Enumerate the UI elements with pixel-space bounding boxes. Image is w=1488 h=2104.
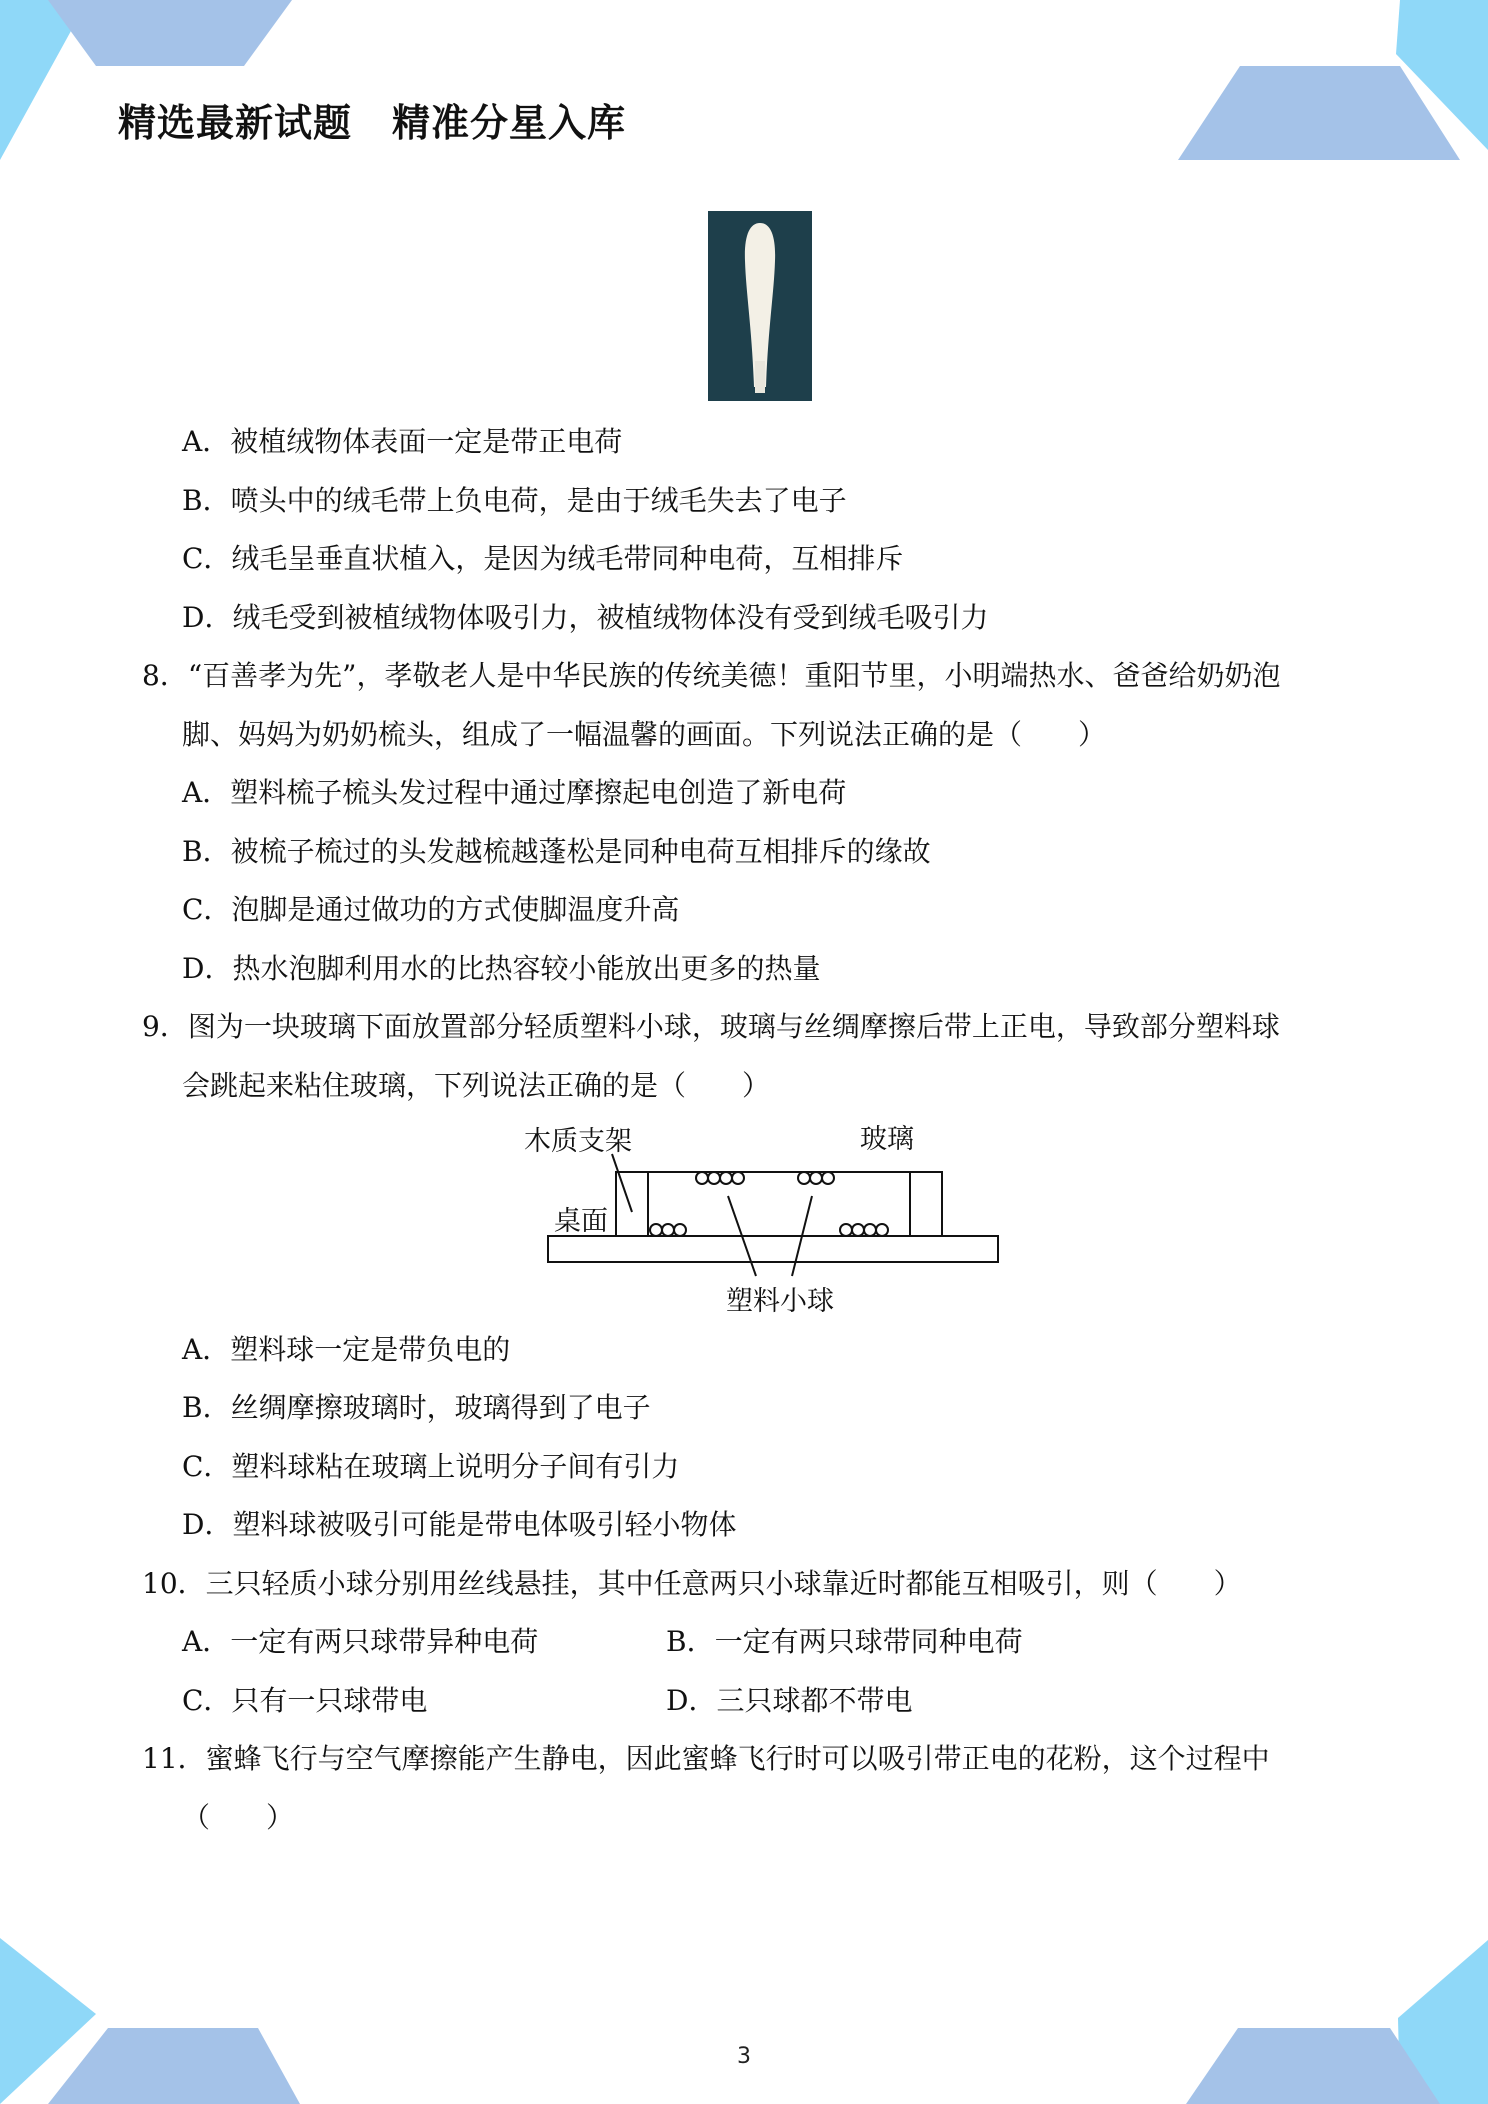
q10-stem: 10．三只轻质小球分别用丝线悬挂，其中任意两只小球靠近时都能互相吸引，则（ ） [142, 1567, 1242, 1600]
right-wood-support [910, 1172, 942, 1236]
q8-stem-line2: 脚、妈妈为奶奶梳头，组成了一幅温馨的画面。下列说法正确的是（ ） [182, 718, 1107, 751]
q8-option-d: D．热水泡脚利用水的比热容较小能放出更多的热量 [182, 952, 821, 985]
q9-option-d: D．塑料球被吸引可能是带电体吸引轻小物体 [182, 1508, 737, 1541]
q7-option-c: C．绒毛呈垂直状植入，是因为绒毛带同种电荷，互相排斥 [182, 542, 904, 575]
q10-option-c: C．只有一只球带电 [182, 1684, 428, 1717]
page-number: 3 [737, 2044, 751, 2069]
q11-stem-line1: 11．蜜蜂飞行与空气摩擦能产生静电，因此蜜蜂飞行时可以吸引带正电的花粉，这个过程中 [142, 1742, 1270, 1775]
q10-option-d: D．三只球都不带电 [666, 1684, 913, 1717]
label-plastic-balls: 塑料小球 [726, 1286, 834, 1317]
q8-option-a: A．塑料梳子梳头发过程中通过摩擦起电创造了新电荷 [182, 776, 847, 809]
q9-option-c: C．塑料球粘在玻璃上说明分子间有引力 [182, 1450, 680, 1483]
header-title [118, 92, 626, 147]
header-title-part2: 精准分星入库 [392, 101, 627, 145]
q8-stem-line1: 8．“百善孝为先”，孝敬老人是中华民族的传统美德！重阳节里，小明端热水、爸爸给奶奶泡 [142, 659, 1281, 692]
q7-option-a: A．被植绒物体表面一定是带正电荷 [182, 425, 623, 458]
q8-option-c: C．泡脚是通过做功的方式使脚温度升高 [182, 893, 680, 926]
deco-top-right-trapezoid [1178, 66, 1460, 160]
q9-stem-line1: 9．图为一块玻璃下面放置部分轻质塑料小球，玻璃与丝绸摩擦后带上正电，导致部分塑料球 [142, 1010, 1280, 1043]
q10-option-b: B．一定有两只球带同种电荷 [666, 1625, 1023, 1658]
q7-option-d: D．绒毛受到被植绒物体吸引力，被植绒物体没有受到绒毛吸引力 [182, 601, 989, 634]
label-glass: 玻璃 [860, 1124, 914, 1155]
label-desk: 桌面 [554, 1206, 608, 1237]
desk-surface [548, 1236, 998, 1262]
q8-option-b: B．被梳子梳过的头发越梳越蓬松是同种电荷互相排斥的缘故 [182, 835, 931, 868]
label-wood-support: 木质支架 [524, 1126, 632, 1157]
q9-diagram [520, 1118, 1010, 1326]
deco-top-left-trapezoid [48, 0, 292, 66]
q9-stem-line2: 会跳起来粘住玻璃，下列说法正确的是（ ） [182, 1069, 771, 1102]
q11-stem-line2: （ ） [182, 1801, 295, 1834]
q7-option-b: B．喷头中的绒毛带上负电荷，是由于绒毛失去了电子 [182, 484, 847, 517]
q10-option-a: A．一定有两只球带异种电荷 [182, 1625, 539, 1658]
flocking-nozzle-photo-icon [708, 211, 812, 401]
header-title-part1: 精选最新试题 [118, 101, 353, 145]
q9-option-a: A．塑料球一定是带负电的 [182, 1333, 511, 1366]
q9-option-b: B．丝绸摩擦玻璃时，玻璃得到了电子 [182, 1391, 651, 1424]
